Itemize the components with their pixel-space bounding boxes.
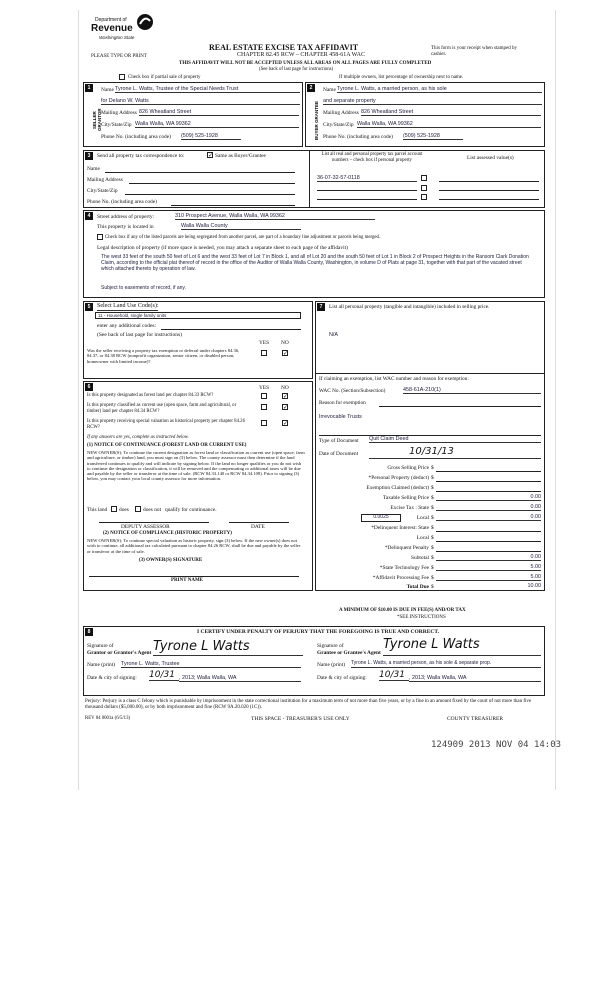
seller-phone-field[interactable]: (509) 525-1928 <box>181 133 241 140</box>
legal-desc-field[interactable]: The west 33 feet of the south 50 feet of Lot 6 and the west 33 feet of Lot 7 in Block 1, and all of Lot 20 and the south 50 feet of Lot 1 in Block 2 of Prospect Heights in the Ransom Clark Donation Claim, according to the official plat thereof of record in the office of the Auditor of Walla Walla County, Washington, in volume D of Plats at page 31, together with that part of the vacated street which attached thereto by operation of law. <box>101 254 529 272</box>
tech-fee-dollar: $ <box>431 565 434 571</box>
s3-divider <box>309 150 310 208</box>
notice1-title: (1) NOTICE OF CONTINUANCE (FOREST LAND OR CURRENT USE) <box>87 443 247 448</box>
additional-codes-line <box>161 329 301 330</box>
excise-state-value[interactable]: 0.00 <box>436 504 541 511</box>
county-field[interactable]: Walla Walla County <box>181 223 301 230</box>
parcel2-line <box>317 190 417 191</box>
parcel-number-field[interactable]: 36-07-32-57-0118 <box>317 175 417 182</box>
grantee-sig-label1: Signature of <box>317 643 344 649</box>
if-yes-note: If any answers are yes, complete as instructed below. <box>87 435 189 440</box>
see-instructions-note: *SEE INSTRUCTIONS <box>397 615 446 620</box>
minimum-due-note: A MINIMUM OF $10.00 IS DUE IN FEE(S) AND/OR TAX <box>339 608 466 613</box>
tech-fee-label: *State Technology Fee <box>379 565 429 571</box>
s3-name-label: Name <box>87 166 100 172</box>
total-dollar: $ <box>431 584 434 590</box>
reason-field[interactable]: Irrevocable Trusts <box>319 414 362 420</box>
exemption-question: Was the seller receiving a property tax exemption or deferral under chapters 84.36, 84.37, or 84.38 RCW (nonprofit organization, senior citizen, or disabled person, homeowner with limited income)? <box>87 348 240 364</box>
notice2-title: (2) NOTICE OF COMPLIANCE (HISTORIC PROPERTY) <box>103 531 232 536</box>
local2-line <box>436 541 541 542</box>
treasurer-stamp: 124909 2013 NOV 04 14:03 <box>431 740 562 750</box>
section-4-marker: 4 <box>85 212 93 220</box>
parcel2-personal-checkbox[interactable] <box>421 185 427 191</box>
type-or-print: PLEASE TYPE OR PRINT <box>91 54 147 59</box>
grantee-sig-label2: Grantee or Grantee's Agent <box>317 650 381 656</box>
exemption-dollar: $ <box>431 485 434 491</box>
not-accepted-note: THIS AFFIDAVIT WILL NOT BE ACCEPTED UNLESS ALL AREAS ON ALL PAGES ARE FULLY COMPLETED <box>179 61 432 66</box>
seller-phone-label: Phone No. (including area code) <box>101 134 171 140</box>
multiple-owners-note: If multiple owners, list percentage of ownership next to name. <box>339 75 464 80</box>
forest-yes-checkbox[interactable] <box>261 393 267 399</box>
buyer-phone-label: Phone No. (including area code) <box>323 134 393 140</box>
grantor-signature[interactable]: Tyrone L Watts <box>153 640 303 656</box>
personal-deduct-label: *Personal Property (deduct) <box>368 475 429 481</box>
dept-line1: Department of <box>95 17 127 23</box>
partial-sale-checkbox[interactable] <box>119 74 125 80</box>
parcel3-personal-checkbox[interactable] <box>421 194 427 200</box>
exemption-yes-checkbox[interactable] <box>261 350 267 356</box>
buyer-city-label: City/State/Zip <box>323 122 354 128</box>
exemption-no-checkbox[interactable]: ✓ <box>283 350 289 357</box>
street-field[interactable]: 310 Prospect Avenue, Walla Walla, WA 99362 <box>175 213 375 220</box>
s6-yes-header: YES <box>259 385 270 391</box>
grantee-signature[interactable]: Tyrone L Watts <box>383 638 541 656</box>
local-value[interactable]: 0.00 <box>436 514 541 521</box>
reason-label: Reason for exemption <box>319 400 366 406</box>
seller-city-field[interactable]: Walla Walla, WA 99362 <box>135 121 299 128</box>
see-back-note: (See back of last page for instructions) <box>259 67 334 72</box>
owner-signature-label: (3) OWNER(S) SIGNATURE <box>139 558 203 563</box>
s5-see-back: (See back of last page for instructions) <box>97 332 182 338</box>
delinquent-penalty-line <box>436 551 541 552</box>
deputy-label: DEPUTY ASSESSOR <box>121 524 170 530</box>
seller-city-label: City/State/Zip <box>101 122 132 128</box>
notice1-text: NEW OWNER(S): To continue the current designation as forest land or classification as current use (open space, farm and agriculture, or timber) land, you must sign on (3) below. The county assessor must then determine if the land transferred continues to qualify and will indicate by signing below. If the land no longer qualifies or you do not wish to continue the designation or classification, it will be removed and the compensating or additional taxes will be due and payable by the seller or transferor at the time of sale. (RCW 84.33.140 or RCW 84.34.108). Prior to signing (3) below, you may contact your local county assessor for more information. <box>87 450 305 482</box>
revision-code: REV 84 0001a (6/5/13) <box>85 716 131 721</box>
local2-label: Local <box>416 535 429 541</box>
seller-side-label: SELLER GRANTOR <box>92 108 102 132</box>
wac-label: WAC No. (Section/Subsection) <box>319 388 386 394</box>
historic-question: Is this property receiving special valuation as historical property per chapter 84.26 RCW? <box>87 419 245 430</box>
qualify-label: qualify for continuance. <box>165 507 217 513</box>
assessed2-line <box>439 190 539 191</box>
perjury-notice: Perjury: Perjury is a class C felony which is punishable by imprisonment in the state correctional institution for a maximum term of not more than five years, or by a fine in an amount fixed by the court of not more than five thousand dollars ($5,000.00), or by both imprisonment and fine (RCW 9A.20.020 (1C)). <box>85 699 532 710</box>
current-use-question: Is this property classified as current use (open space, farm and agricultural, or timber) land per chapter 84.34 RCW? <box>87 403 237 414</box>
forest-question: Is this property designated as forest land per chapter 84.33 RCW? <box>87 393 214 398</box>
doc-date-label: Date of Document <box>319 451 359 457</box>
grantee-date-label: Date & city of signing: <box>317 675 367 681</box>
buyer-name2-field[interactable]: and separate property <box>323 98 542 105</box>
tech-fee-value[interactable]: 5.00 <box>436 564 541 571</box>
buyer-side-label: BUYER GRANTEE <box>314 100 319 140</box>
partial-sale-label: Check box if partial sale of property <box>128 75 201 80</box>
delinquent-penalty-label: *Delinquent Penalty <box>384 545 429 551</box>
taxable-label: Taxable Selling Price <box>382 495 429 501</box>
historic-no-checkbox[interactable]: ✓ <box>283 420 289 427</box>
form-title: REAL ESTATE EXCISE TAX AFFIDAVIT <box>209 43 359 52</box>
s6-no-header: NO <box>281 385 289 391</box>
section-2-marker: 2 <box>307 84 315 92</box>
land-does-not-label: does not <box>143 507 162 513</box>
exemption-deduct-label: Exemption Claimed (deduct) <box>366 485 429 491</box>
seller-mailing-label: Mailing Address <box>101 110 137 116</box>
section-5-marker: 5 <box>85 303 93 311</box>
grantee-date-field[interactable]: 10/31 <box>379 670 409 681</box>
grantee-name-label: Name (print) <box>317 662 345 668</box>
local2-dollar: $ <box>431 535 434 541</box>
treasurer-space-label: THIS SPACE - TREASURER'S USE ONLY <box>251 716 350 722</box>
s3-city-label: City/State/Zip <box>87 188 118 194</box>
grantor-sig-label2: Grantor or Grantor's Agent <box>87 650 152 656</box>
subtotal-label: Subtotal <box>411 555 429 561</box>
assessed-label: List assessed value(s) <box>467 155 514 161</box>
taxable-value[interactable]: 0.00 <box>436 494 541 501</box>
parcel1-personal-checkbox[interactable] <box>421 175 427 181</box>
affidavit-fee-value[interactable]: 5.00 <box>436 574 541 581</box>
deputy-date-line <box>229 522 289 523</box>
local-label: Local <box>416 515 429 521</box>
land-use-label: Select Land Use Code(s): <box>97 303 159 309</box>
boundary-label: Check box if any of the listed parcels are being segregated from another parcel, are part of a boundary line adjustment or parcels being merged. <box>105 235 381 240</box>
send-correspondence-label: Send all property tax correspondence to: <box>97 153 185 159</box>
subtotal-value[interactable]: 0.00 <box>436 554 541 561</box>
historic-yes-checkbox[interactable] <box>261 420 267 426</box>
buyer-mailing-field[interactable]: 826 Wheatland Street <box>361 109 541 116</box>
affidavit-fee-dollar: $ <box>431 575 434 581</box>
s5-no-header: NO <box>281 340 289 346</box>
grantor-name-field[interactable]: Tyrone L. Watts, Trustee <box>121 661 301 668</box>
certify-statement: I CERTIFY UNDER PENALTY OF PERJURY THAT THE FOREGOING IS TRUE AND CORRECT. <box>197 629 440 635</box>
seller-name2-field[interactable]: for Delano W. Watts <box>101 98 300 105</box>
personal-property-value[interactable]: N/A <box>329 332 338 338</box>
boundary-checkbox[interactable] <box>97 234 103 240</box>
delinquent-interest-line <box>436 531 541 532</box>
seller-name-label: Name <box>101 87 114 93</box>
grantor-name-label: Name (print) <box>87 662 115 668</box>
s3-mailing-line <box>129 183 295 184</box>
land-use-select[interactable]: 11 - Household, single family units <box>95 312 301 319</box>
s5-yes-header: YES <box>259 340 270 346</box>
reason-line <box>379 406 541 407</box>
wac-field[interactable]: 458-61A-210(1) <box>403 387 541 394</box>
seller-name-field[interactable]: Tyrone L. Watts, Trustee of the Special Needs Trust <box>115 86 300 93</box>
buyer-name-label: Name <box>323 87 336 93</box>
land-does-not-checkbox[interactable] <box>135 506 141 512</box>
claiming-exemption-label: If claiming an exemption, list WAC number and reason for exemption: <box>319 376 469 382</box>
total-value[interactable]: 10.00 <box>527 583 541 589</box>
street-label: Street address of property: <box>97 214 155 220</box>
same-as-buyer-checkbox[interactable]: ✓ <box>208 152 214 159</box>
grantee-name-field[interactable]: Tyrone L. Watts, a married person, as his sole & separate prop. <box>351 661 541 668</box>
deputy-line <box>99 522 209 523</box>
grantor-date-label: Date & city of signing: <box>87 675 137 681</box>
county-treasurer-label: COUNTY TREASURER <box>447 716 504 722</box>
located-label: This property is located in <box>97 224 154 230</box>
s3-mailing-label: Mailing Address <box>87 177 123 183</box>
parcel3-line <box>317 199 417 200</box>
delinquent-interest-dollar: $ <box>431 525 434 531</box>
doc-date-field[interactable]: 10/31/13 <box>369 446 541 459</box>
taxable-dollar: $ <box>431 495 434 501</box>
form-chapter: CHAPTER 82.45 RCW – CHAPTER 458-61A WAC <box>237 52 365 58</box>
additional-codes-label: enter any additional codes: <box>97 323 157 329</box>
buyer-name-field[interactable]: Tyrone L. Watts, a married person, as his sole <box>337 86 542 93</box>
dept-line2: Revenue <box>91 23 133 34</box>
s3-city-line <box>125 194 295 195</box>
affidavit-fee-label: *Affidavit Processing Fee <box>372 575 429 581</box>
s3-phone-label: Phone No. (including area code) <box>87 199 157 205</box>
dept-line3: Washington State <box>99 35 135 40</box>
buyer-mailing-label: Mailing Address <box>323 110 359 116</box>
gross-dollar: $ <box>431 465 434 471</box>
seller-mailing-field[interactable]: 826 Wheatland Street <box>139 109 299 116</box>
grantee-date-rest[interactable]: , 2013; Walla Walla, WA <box>409 675 541 682</box>
delinquent-interest-label: *Delinquent Interest: State <box>371 525 429 531</box>
personal-dollar: $ <box>431 475 434 481</box>
assessed1-line <box>439 181 539 182</box>
notice2-text: NEW OWNER(S): To continue special valuation as historic property, sign (3) below. If the new owner(s) does not wish to continue, all additional tax calculated pursuant to chapter 84.26 RCW, shall be due and payable by the seller or transferor at the time of sale. <box>87 538 301 554</box>
assessed3-line <box>439 199 539 200</box>
total-label: Total Due <box>406 584 429 590</box>
revenue-emblem-icon <box>135 12 155 32</box>
subtotal-dollar: $ <box>431 555 434 561</box>
s3-phone-line <box>171 205 295 206</box>
legal-desc-label: Legal description of property (if more space is needed, you may attach a separate sheet to each page of the affidavit) <box>97 245 348 251</box>
local-dollar: $ <box>431 515 434 521</box>
current-use-yes-checkbox[interactable] <box>261 404 267 410</box>
section-7-marker: 7 <box>317 303 325 311</box>
section-8-marker: 8 <box>85 628 93 636</box>
grantor-date-rest[interactable]: , 2013; Walla Walla, WA <box>179 675 301 682</box>
doc-type-field[interactable]: Quit Claim Deed <box>369 436 541 443</box>
deputy-date-label: DATE <box>251 524 265 530</box>
doc-type-label: Type of Document <box>319 438 359 444</box>
same-as-buyer-label: Same as Buyer/Grantee <box>215 153 266 159</box>
receipt-note: This form is your receipt when stamped by cashier. <box>431 46 517 57</box>
forest-no-checkbox[interactable]: ✓ <box>283 393 289 400</box>
local-rate-field[interactable]: 0.0025 <box>361 514 401 522</box>
section-6-marker: 6 <box>85 383 93 391</box>
delinquent-penalty-dollar: $ <box>431 545 434 551</box>
grantor-sig-label1: Signature of <box>87 643 114 649</box>
land-does-label: does <box>119 507 129 513</box>
s7-divider <box>315 373 545 374</box>
section-3-marker: 3 <box>85 152 93 160</box>
excise-state-label: Excise Tax : State <box>390 505 429 511</box>
exemption-line <box>436 491 541 492</box>
personal-line <box>436 481 541 482</box>
land-does-checkbox[interactable] <box>111 506 117 512</box>
affidavit-form <box>78 10 562 790</box>
excise-dollar: $ <box>431 505 434 511</box>
grantor-date-field[interactable]: 10/31 <box>149 670 179 681</box>
s3-name-line <box>105 172 295 173</box>
section-1-marker: 1 <box>85 84 93 92</box>
personal-property-label: List all personal property (tangible and intangible) included in selling price. <box>329 304 490 310</box>
gross-line <box>436 471 541 472</box>
list-parcels-label: List all real and personal property tax parcel account numbers – check box if personal property <box>321 152 423 163</box>
gross-label: Gross Selling Price <box>387 465 429 471</box>
this-land-label: This land <box>87 507 108 513</box>
buyer-phone-field[interactable]: (509) 525-1928 <box>403 133 463 140</box>
easements-text: Subject to easements of record, if any. <box>101 285 186 291</box>
owner-signature-line <box>89 576 299 577</box>
current-use-no-checkbox[interactable]: ✓ <box>283 404 289 411</box>
buyer-city-field[interactable]: Walla Walla, WA 99362 <box>357 121 541 128</box>
print-name-label: PRINT NAME <box>171 578 203 583</box>
